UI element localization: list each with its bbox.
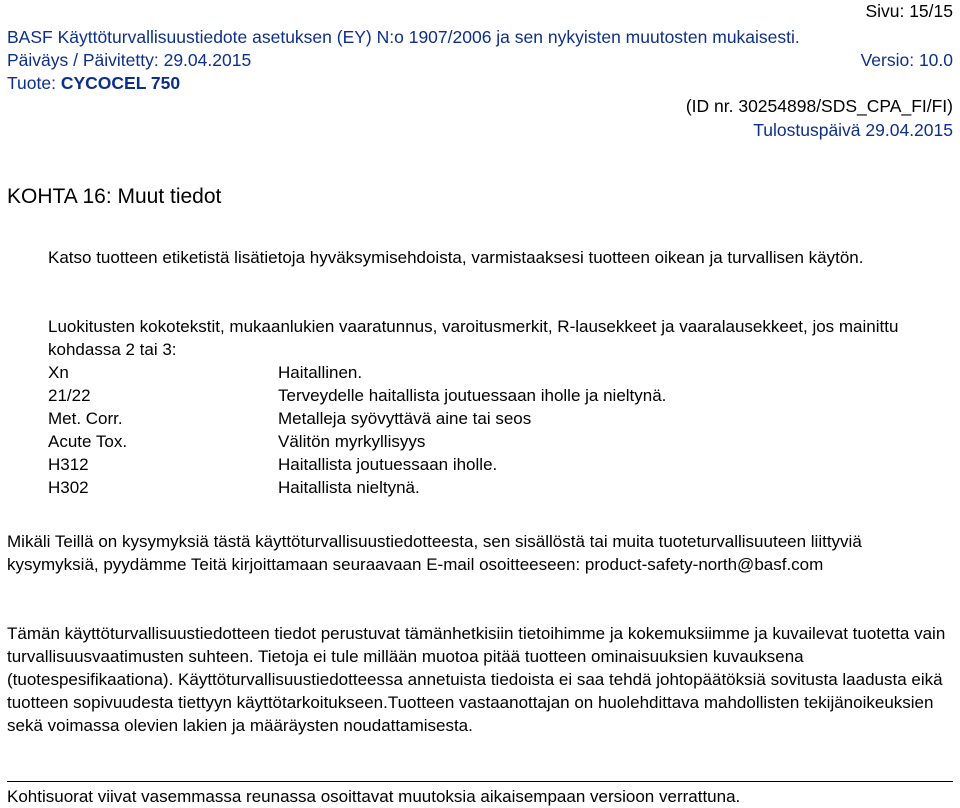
version-number: Versio: 10.0 xyxy=(860,50,953,70)
hazard-code-row xyxy=(48,384,848,407)
label-info-paragraph: Katso tuotteen etiketistä lisätietoja hyväksymisehdoista, varmistaaksesi tuotteen oikean ja turvallisen käytön. xyxy=(48,248,864,267)
hazard-code: Acute Tox. xyxy=(48,432,128,451)
product-label: Tuote: CYCOCEL 750 xyxy=(7,73,181,93)
hazard-code: Met. Corr. xyxy=(48,409,123,428)
product-name xyxy=(7,72,180,94)
hazard-code: Xn xyxy=(48,363,69,382)
hazard-code: H302 xyxy=(48,478,89,497)
hazard-description: Haitallista joutuessaan iholle. xyxy=(278,455,498,474)
page-number: Sivu: 15/15 xyxy=(865,1,953,21)
hazard-description: Metalleja syövyttävä aine tai seos xyxy=(278,409,532,428)
hazard-code: 21/22 xyxy=(48,386,91,405)
hazard-description: Terveydelle haitallista joutuessaan iholle ja nieltynä. xyxy=(278,386,667,405)
section-title: KOHTA 16: Muut tiedot xyxy=(7,185,222,208)
hazard-code-row xyxy=(48,453,848,476)
hazard-description: Välitön myrkyllisyys xyxy=(278,432,426,451)
hazard-code-row xyxy=(48,361,848,384)
revision-date: Päiväys / Päivitetty: 29.04.2015 xyxy=(7,50,252,70)
hazard-code-row xyxy=(48,476,848,499)
hazard-code-row xyxy=(48,430,848,453)
hazard-code-list xyxy=(48,361,848,499)
classification-paragraph: Luokitusten kokotekstit, mukaanlukien vaaratunnus, varoitusmerkit, R-lausekkeet ja vaaralausekkeet, jos mainittu kohdassa 2 tai 3: xyxy=(48,317,899,359)
hazard-code-row xyxy=(48,407,848,430)
disclaimer-paragraph: Tämän käyttöturvallisuustiedotteen tiedot perustuvat tämänhetkisiin tietoihimme ja kokemuksiimme ja kuvailevat tuotetta vain turvallisuusvaatimusten suhteen. Tietoja ei tule millään muotoa pitää tuotteen ominaisuuksien kuvauksena (tuotespesifikaationa). Käyttöturvallisuustiedotteessa annetuista tiedoista ei saa tehdä johtopäätöksiä sovitusta laadusta eikä tuotteen sopivuudesta tiettyyn käyttötarkoitukseen.Tuotteen vastaanottajan on huolehdittava mahdollisten tekijänoikeuksien sekä voimassa olevien lakien ja määräysten noudattamisesta. xyxy=(7,624,946,735)
hazard-description: Haitallista nieltynä. xyxy=(278,478,420,497)
hazard-code: H312 xyxy=(48,455,89,474)
contact-paragraph: Mikäli Teillä on kysymyksiä tästä käyttöturvallisuustiedotteesta, sen sisällöstä tai muita tuoteturvallisuuteen liittyviä kysymyksiä, pyydämme Teitä kirjoittamaan seuraavaan E-mail osoitteeseen: product-safety-north@basf.com xyxy=(7,532,862,574)
document-title: BASF Käyttöturvallisuustiedote asetuksen (EY) N:o 1907/2006 ja sen nykyisten muutosten mukaisesti. xyxy=(7,27,800,47)
footer-note: Kohtisuorat viivat vasemmassa reunassa osoittavat muutoksia aikaisempaan versioon verrattuna. xyxy=(7,787,741,806)
print-date: Tulostuspäivä 29.04.2015 xyxy=(753,120,953,140)
hazard-description: Haitallinen. xyxy=(278,363,363,382)
document-id: (ID nr. 30254898/SDS_CPA_FI/FI) xyxy=(685,96,953,116)
footer-divider xyxy=(7,781,953,782)
